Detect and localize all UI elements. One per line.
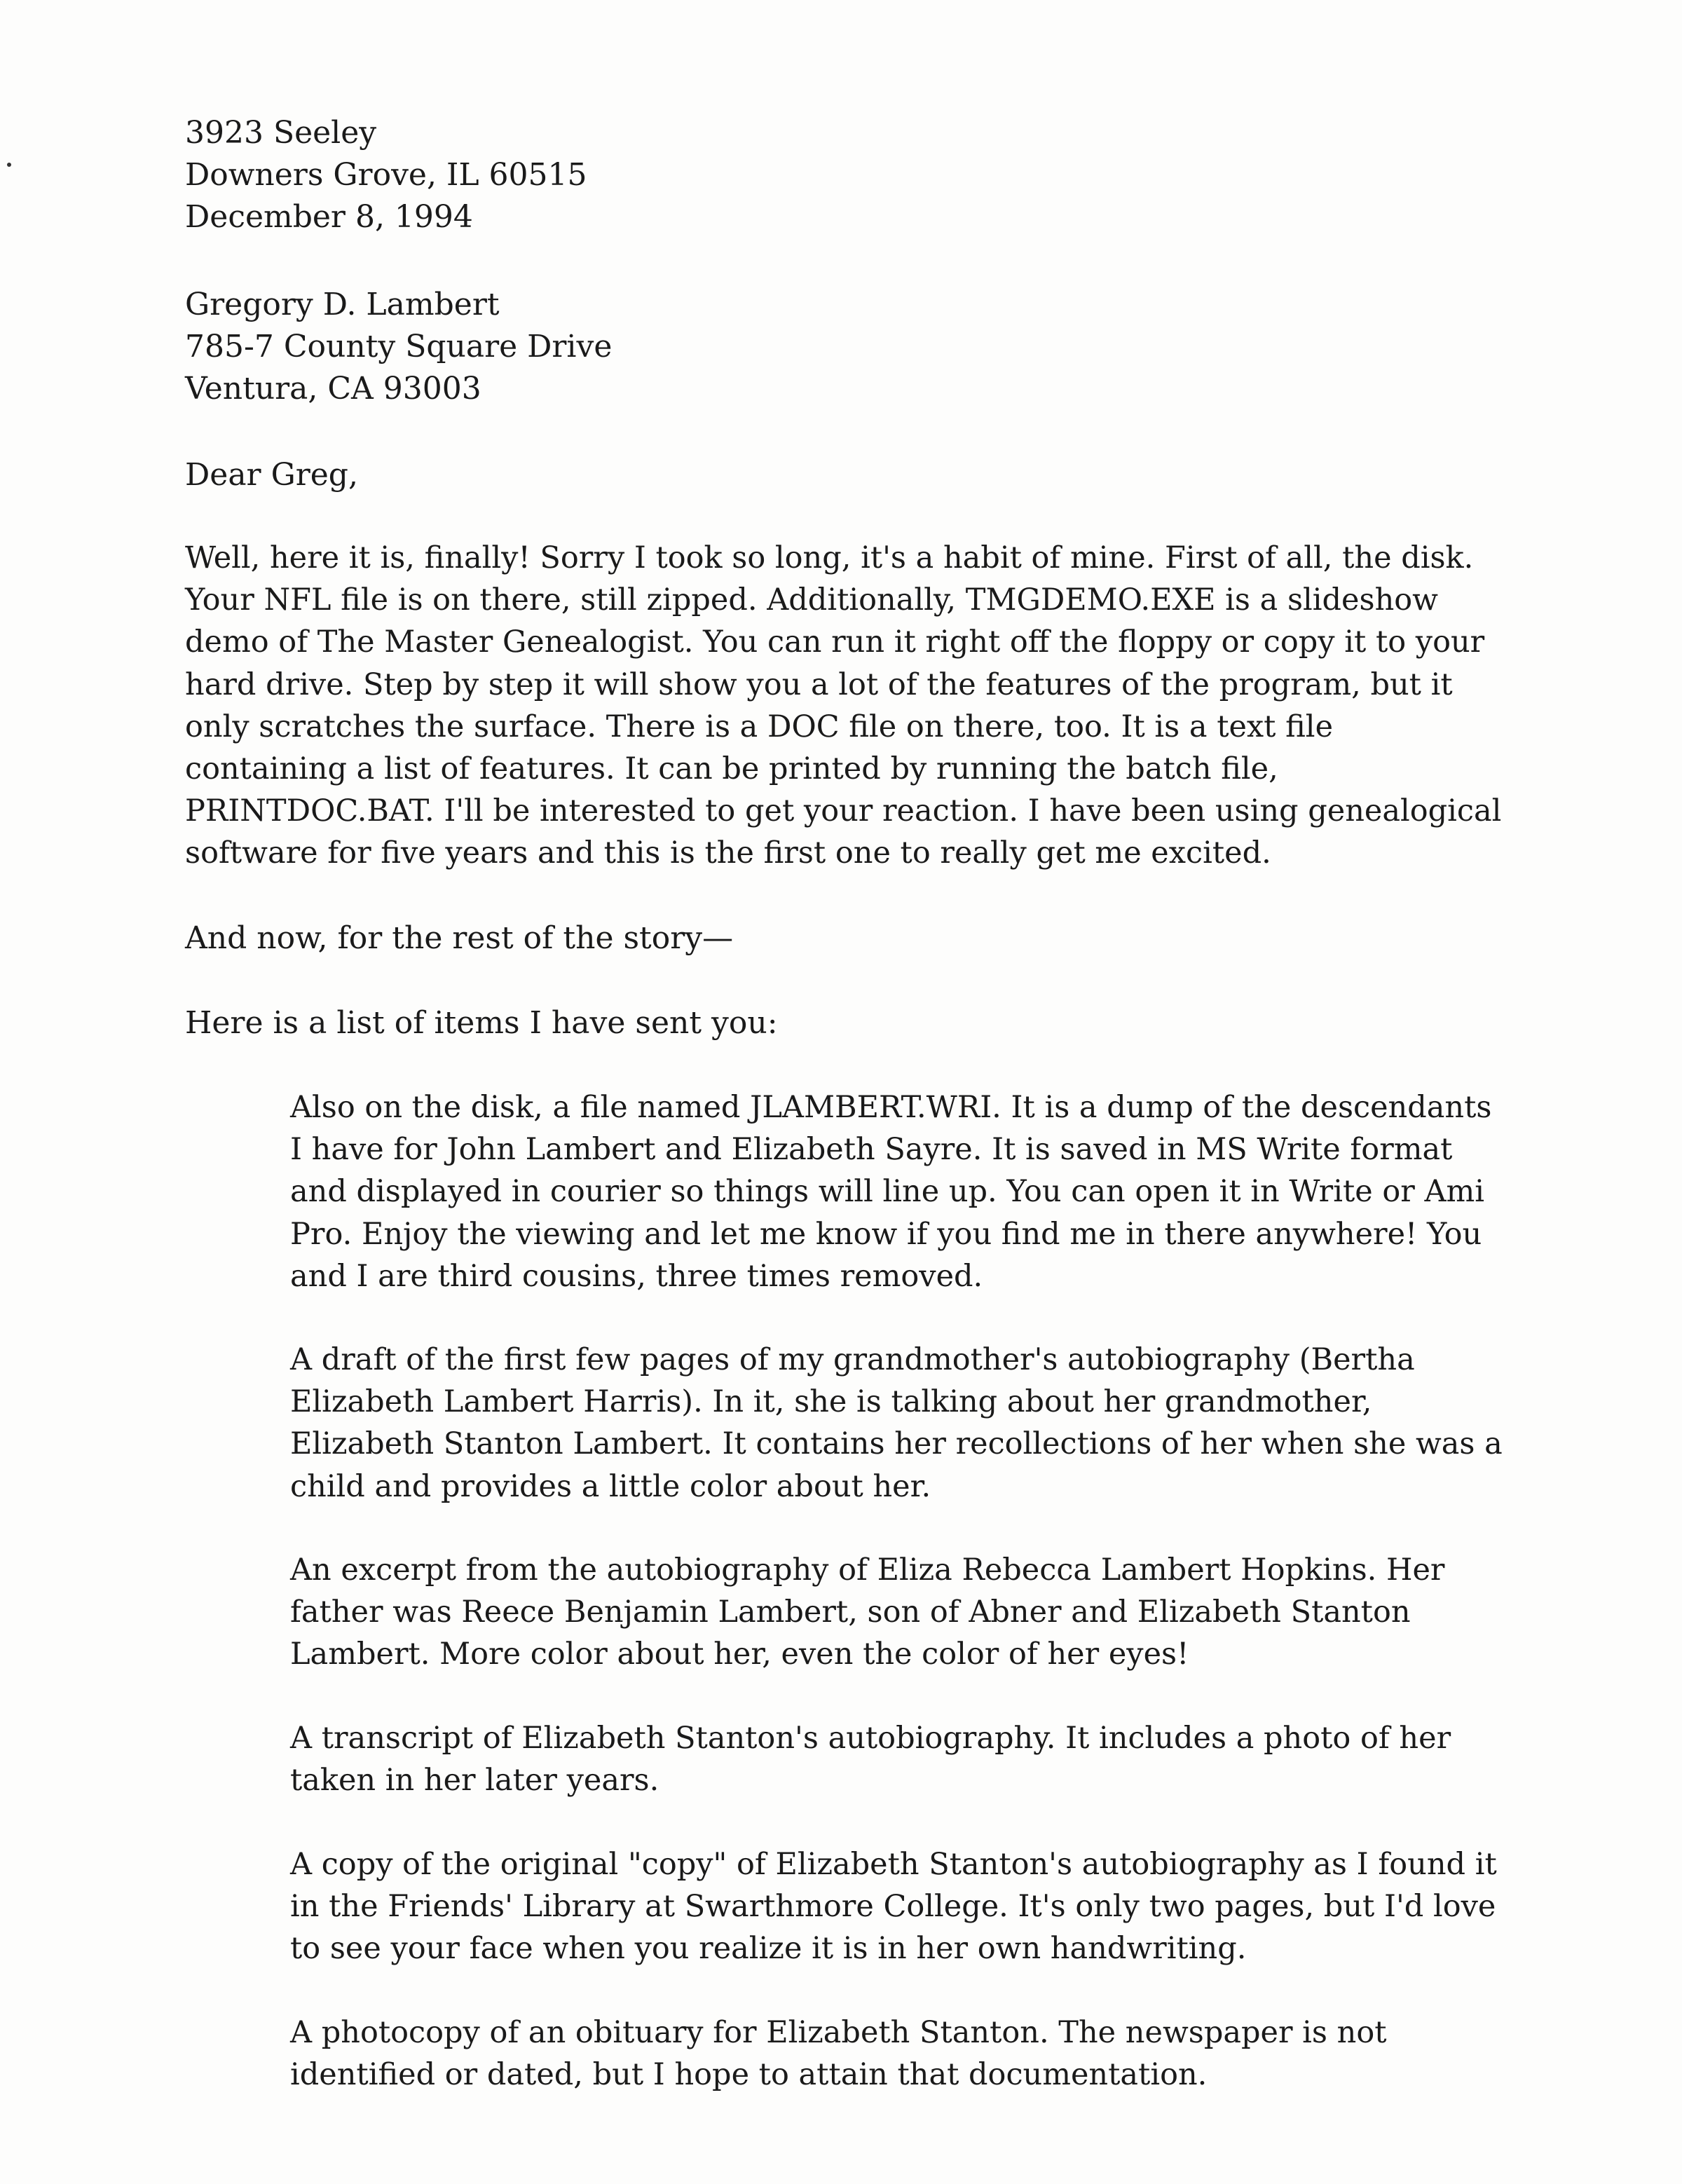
recipient-name: Gregory D. Lambert bbox=[185, 287, 500, 322]
list-item: A draft of the first few pages of my grandmother's autobiography (Bertha Elizabeth Lambert Harris). In it, she is talking about her grandmother, Elizabeth Stanton Lambert. It contains her recollections of her when she was a child and provides a little color about her. bbox=[290, 1342, 1503, 1504]
list-item: Also on the disk, a file named JLAMBERT.WRI. It is a dump of the descendants I have for John Lambert and Elizabeth Sayre. It is saved in MS Write format and displayed in courier so things will line up. You can open it in Write or Ami Pro. Enjoy the viewing and let me know if you find me in there anywhere! You and I are third cousins, three times removed. bbox=[290, 1090, 1492, 1294]
intro-paragraph: Well, here it is, finally! Sorry I took so long, it's a habit of mine. First of all, the disk. Your NFL file is on there, still zipped. Additionally, TMGDEMO.EXE is a slideshow demo of The Master Genealogist. You can run it right off the floppy or copy it to your hard drive. Step by step it will show you a lot of the features of the program, but it only scratches the surface. There is a DOC file on there, too. It is a text file containing a list of features. It can be printed by running the batch file, PRINTDOC.BAT. I'll be interested to get your reaction. I have been using genealogical software for five years and this is the first one to really get me excited. bbox=[185, 540, 1502, 871]
recipient-city-state-zip: Ventura, CA 93003 bbox=[185, 371, 481, 407]
letter-date: December 8, 1994 bbox=[185, 199, 473, 235]
salutation: Dear Greg, bbox=[185, 457, 358, 493]
list-item: A photocopy of an obituary for Elizabeth Stanton. The newspaper is not identified or dated, but I hope to attain that documentation. bbox=[290, 2015, 1387, 2093]
transition-line: And now, for the rest of the story— bbox=[185, 920, 734, 956]
list-item: An excerpt from the autobiography of Eliza Rebecca Lambert Hopkins. Her father was Reece Benjamin Lambert, son of Abner and Elizabeth Stanton Lambert. More color about her, even the color of her eyes! bbox=[290, 1552, 1445, 1672]
list-item: A copy of the original "copy" of Elizabeth Stanton's autobiography as I found it in the Friends' Library at Swarthmore College. It's only two pages, but I'd love to see your face when you realize it is in her own handwriting. bbox=[290, 1847, 1497, 1967]
recipient-address bbox=[185, 284, 612, 410]
sender-street: 3923 Seeley bbox=[185, 115, 377, 151]
scan-speck bbox=[7, 163, 11, 167]
sender-address bbox=[185, 112, 587, 238]
list-intro: Here is a list of items I have sent you: bbox=[185, 1005, 778, 1041]
recipient-street: 785-7 County Square Drive bbox=[185, 329, 613, 364]
list-item: A transcript of Elizabeth Stanton's autobiography. It includes a photo of her taken in her later years. bbox=[290, 1721, 1451, 1799]
sender-city-state-zip: Downers Grove, IL 60515 bbox=[185, 157, 587, 193]
